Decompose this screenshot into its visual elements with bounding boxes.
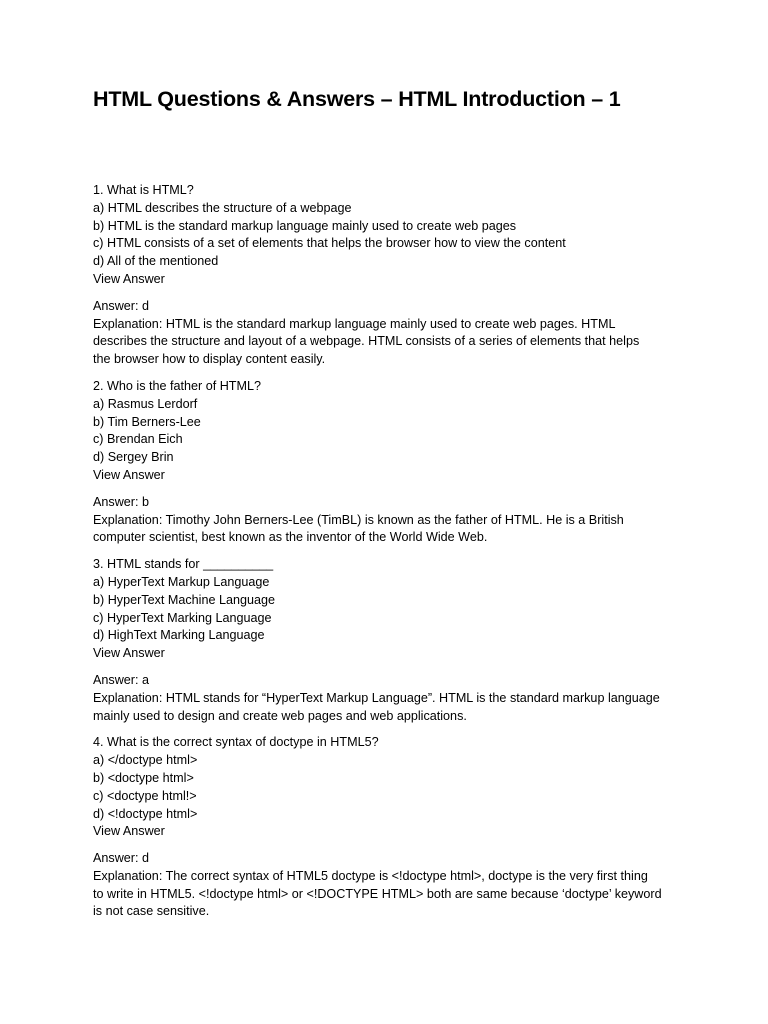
explanation-line: describes the structure and layout of a webpage. HTML consists of a series of elements that helps xyxy=(93,334,640,349)
view-answer-link[interactable]: View Answer xyxy=(93,646,165,661)
option-b: b) HTML is the standard markup language mainly used to create web pages xyxy=(93,218,517,233)
answer-text: Answer: d xyxy=(93,851,149,866)
answer-block-2 xyxy=(93,494,693,547)
question-text: 3. HTML stands for __________ xyxy=(93,557,274,572)
option-b: b) HyperText Machine Language xyxy=(93,592,276,607)
option-d: d) Sergey Brin xyxy=(93,450,174,465)
explanation-line: Explanation: HTML stands for “HyperText Markup Language”. HTML is the standard markup language xyxy=(93,690,660,705)
option-d: d) All of the mentioned xyxy=(93,254,219,269)
option-c: c) Brendan Eich xyxy=(93,432,183,447)
question-block-1 xyxy=(93,182,693,289)
question-text: 1. What is HTML? xyxy=(93,183,194,197)
explanation-line: the browser how to display content easily. xyxy=(93,352,326,367)
option-a: a) </doctype html> xyxy=(93,753,198,768)
option-d: d) <!doctype html> xyxy=(93,806,198,821)
view-answer-link[interactable]: View Answer xyxy=(93,467,165,482)
explanation-line: mainly used to design and create web pages and web applications. xyxy=(93,708,467,723)
question-list xyxy=(93,182,693,930)
option-d: d) HighText Marking Language xyxy=(93,628,265,643)
answer-text: Answer: a xyxy=(93,672,149,687)
answer-text: Answer: b xyxy=(93,494,149,509)
explanation-line: Explanation: HTML is the standard markup language mainly used to create web pages. HTML xyxy=(93,316,616,331)
answer-block-1 xyxy=(93,298,693,369)
answer-text: Answer: d xyxy=(93,298,149,313)
view-answer-link[interactable]: View Answer xyxy=(93,271,165,286)
explanation-line: computer scientist, best known as the inventor of the World Wide Web. xyxy=(93,530,488,545)
explanation-line: Explanation: Timothy John Berners-Lee (TimBL) is known as the father of HTML. He is a British xyxy=(93,512,624,527)
question-block-3 xyxy=(93,556,693,663)
explanation-line: to write in HTML5. <!doctype html> or <!DOCTYPE HTML> both are same because ‘doctype’ keyword xyxy=(93,886,662,901)
option-c: c) <doctype html!> xyxy=(93,788,197,803)
option-a: a) Rasmus Lerdorf xyxy=(93,396,198,411)
answer-block-4 xyxy=(93,850,693,921)
option-c: c) HyperText Marking Language xyxy=(93,610,272,625)
answer-block-3 xyxy=(93,672,693,725)
explanation-line: is not case sensitive. xyxy=(93,904,210,919)
option-c: c) HTML consists of a set of elements that helps the browser how to view the content xyxy=(93,236,566,251)
page-title: HTML Questions & Answers – HTML Introduction – 1 xyxy=(93,87,621,111)
view-answer-link[interactable]: View Answer xyxy=(93,824,165,839)
explanation-line: Explanation: The correct syntax of HTML5 doctype is <!doctype html>, doctype is the very first thing xyxy=(93,868,648,883)
question-block-4 xyxy=(93,734,693,841)
option-b: b) <doctype html> xyxy=(93,770,194,785)
option-a: a) HTML describes the structure of a webpage xyxy=(93,200,352,215)
option-a: a) HyperText Markup Language xyxy=(93,574,270,589)
question-text: 2. Who is the father of HTML? xyxy=(93,378,261,393)
question-text: 4. What is the correct syntax of doctype in HTML5? xyxy=(93,735,379,750)
question-block-2 xyxy=(93,378,693,485)
option-b: b) Tim Berners-Lee xyxy=(93,414,201,429)
